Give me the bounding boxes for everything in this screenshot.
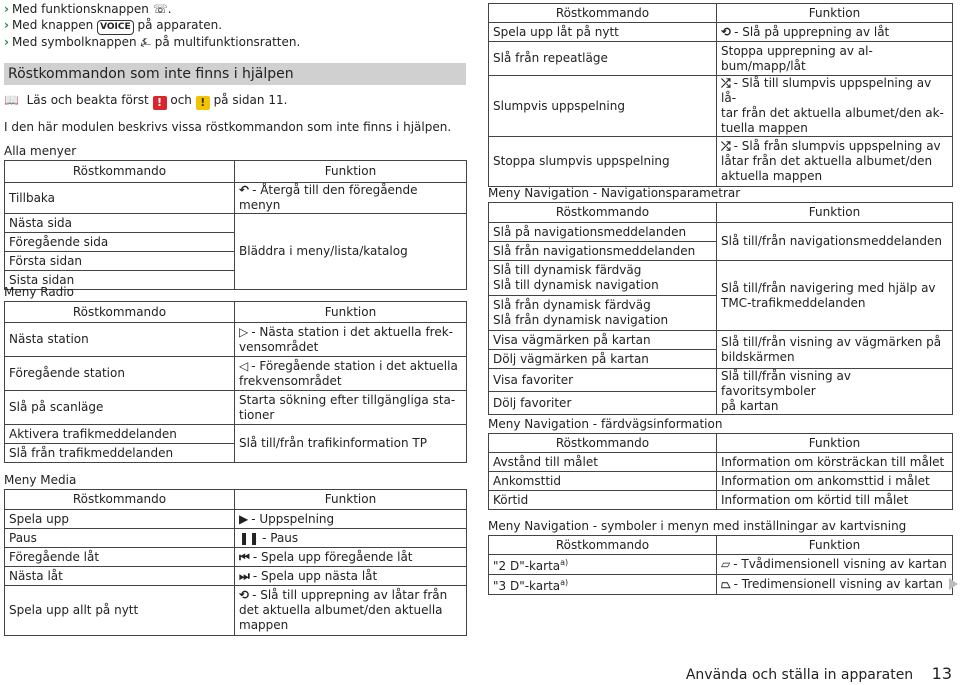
table-radio [4,301,467,463]
column-header-function: Funktion [717,4,953,23]
column-header-function: Funktion [717,203,953,223]
column-header-command: Röstkommando [5,302,235,323]
table-row: Spela upp ▶ - Uppspelning [5,510,467,529]
column-header-function: Funktion [235,161,467,183]
chevron-right-icon: › [4,18,9,32]
table-row: Slå på navigationsmeddelanden Slå till/från navigationsmeddelanden [489,223,953,242]
pause-icon: ❚❚ [239,530,260,545]
phone-hand-icon: ☏ [152,2,168,16]
table-row: Sista sidan [5,271,467,290]
table-row: Spela upp allt på nytt ⟲ - Slå till upprepning av låtar från det aktuella albumet/den aktuella mappen [5,586,467,636]
section-title-nav-params: Meny Navigation - Navigationsparametrar [488,186,741,200]
table-row: Föregående station ◁ - Föregående station i det aktuella frekvensområdet [5,357,467,391]
table-row: Slå till dynamisk färdväg Slå till dynamisk navigation Slå till/från navigering med hjälp av TMC-trafikmeddelanden [489,261,953,296]
table-row: Dölj favoriter [489,392,953,415]
intro-bullet-3: › Med symbolknappen ⍼ på multifunktionsratten. [4,35,301,49]
table-row: Slå från dynamisk färdväg Slå från dynamisk navigation [489,296,953,331]
table-row: Slumpvis uppspelning ⤮ - Slå till slumpvis uppspelning av lå- tar från det aktuella albumet/den ak- tuella mappen [489,76,953,137]
table-row: "2 D"-karta$^{a)}$ ▱ - Tvådimensionell visning av kartan [489,555,953,575]
table-row: Föregående sida [5,233,467,252]
table-row: Avstånd till målet Information om körsträckan till målet [489,453,953,472]
table-row: Nästa station ▷ - Nästa station i det aktuella frek- vensområdet [5,323,467,357]
table-nav-symbols [488,535,953,595]
table-media-continued [488,3,953,187]
table-media [4,489,467,636]
chevron-right-icon: › [4,2,9,16]
voice-symbol-icon: ⍼ [140,35,151,49]
repeat-icon: ⟲ [239,588,250,602]
next-page-arrow-icon [949,578,958,590]
table-row: Föregående låt ⏮ - Spela upp föregående låt [5,548,467,567]
column-header-command: Röstkommando [489,434,717,453]
table-row: Nästa sida Bläddra i meny/lista/katalog [5,214,467,233]
table-row: Ankomsttid Information om ankomsttid i målet [489,472,953,491]
table-row: Slå från navigationsmeddelanden [489,242,953,261]
column-header-function: Funktion [235,490,467,510]
table-row: Stoppa slumpvis uppspelning ⤮ - Slå från slumpvis uppspelning av låtar från det aktuella albumet/den aktuella mappen [489,137,953,187]
shuffle-off-icon: ⤮ [721,139,731,153]
section-title-nav-symbols: Meny Navigation - symboler i menyn med inställningar av kartvisning [488,519,907,533]
column-header-command: Röstkommando [489,203,717,223]
column-header-command: Röstkommando [489,4,717,23]
footer-section-title: Använda och ställa in apparaten [685,667,914,683]
table-row: "3 D"-karta$^{a)}$ ⏢ - Tredimensionell visning av kartan [489,575,953,595]
intro-bullet-1: › Med funktionsknappen ☏. [4,2,172,16]
table-nav-params [488,202,953,415]
table-row: Aktivera trafikmeddelanden Slå till/från trafikinformation TP [5,425,467,444]
chevron-right-icon: › [4,35,9,49]
section-title-radio: Meny Radio [4,285,74,299]
voice-key-icon: VOICE [97,20,134,35]
column-header-function: Funktion [235,302,467,323]
section-banner: Röstkommandon som inte finns i hjälpen [4,63,466,85]
table-row: Nästa låt ⏭ - Spela upp nästa låt [5,567,467,586]
page-footer [686,664,952,685]
column-header-command: Röstkommando [5,490,235,510]
table-row: Slå på scanläge Starta sökning efter tillgängliga sta- tioner [5,391,467,425]
shuffle-icon: ⤮ [721,76,731,90]
table-row: Visa vägmärken på kartan Slå till/från visning av vägmärken på bildskärmen [489,331,953,350]
repeat-track-icon: ⟲ [721,24,732,39]
section-title-all-menus: Alla menyer [4,144,77,158]
column-header-command: Röstkommando [489,536,717,555]
map-3d-icon: ⏢ [721,577,731,591]
table-row: Tillbaka ↶ - Återgå till den föregående menyn [5,183,467,214]
table-row: Första sidan [5,252,467,271]
column-header-command: Röstkommando [5,161,235,183]
read-note: 📖 Läs och beakta först ! och ! på sidan 11. [4,93,288,109]
table-row: Spela upp låt på nytt ⟲ - Slå på upprepning av låt [489,23,953,42]
play-icon: ▶ [239,511,249,526]
table-all-menus [4,160,467,290]
table-row: Slå från trafikmeddelanden [5,444,467,463]
module-text: I den här modulen beskrivs vissa röstkommandon som inte finns i hjälpen. [4,120,452,134]
column-header-function: Funktion [717,536,953,555]
page-number: 13 [931,664,952,683]
table-row: Dölj vägmärken på kartan [489,350,953,369]
section-title-nav-route: Meny Navigation - färdvägsinformation [488,417,723,431]
previous-station-icon: ◁ [239,358,249,373]
skip-next-icon: ⏭ [239,568,250,583]
skip-previous-icon: ⏮ [239,549,250,564]
warning-red-icon: ! [153,96,167,110]
map-2d-icon: ▱ [721,557,731,571]
section-title-media: Meny Media [4,473,77,487]
table-nav-route [488,433,953,510]
back-arrow-icon: ↶ [239,183,250,197]
warning-yellow-icon: ! [196,96,210,110]
table-row: Körtid Information om körtid till målet [489,491,953,510]
table-row: Slå från repeatläge Stoppa upprepning av al- bum/mapp/låt [489,42,953,76]
intro-bullet-2: › Med knappen VOICE på apparaten. [4,18,222,35]
table-row: Paus ❚❚ - Paus [5,529,467,548]
next-station-icon: ▷ [239,324,249,339]
book-icon: 📖 [4,93,19,107]
table-row: Visa favoriter Slå till/från visning av favoritsymboler på kartan [489,369,953,392]
column-header-function: Funktion [717,434,953,453]
